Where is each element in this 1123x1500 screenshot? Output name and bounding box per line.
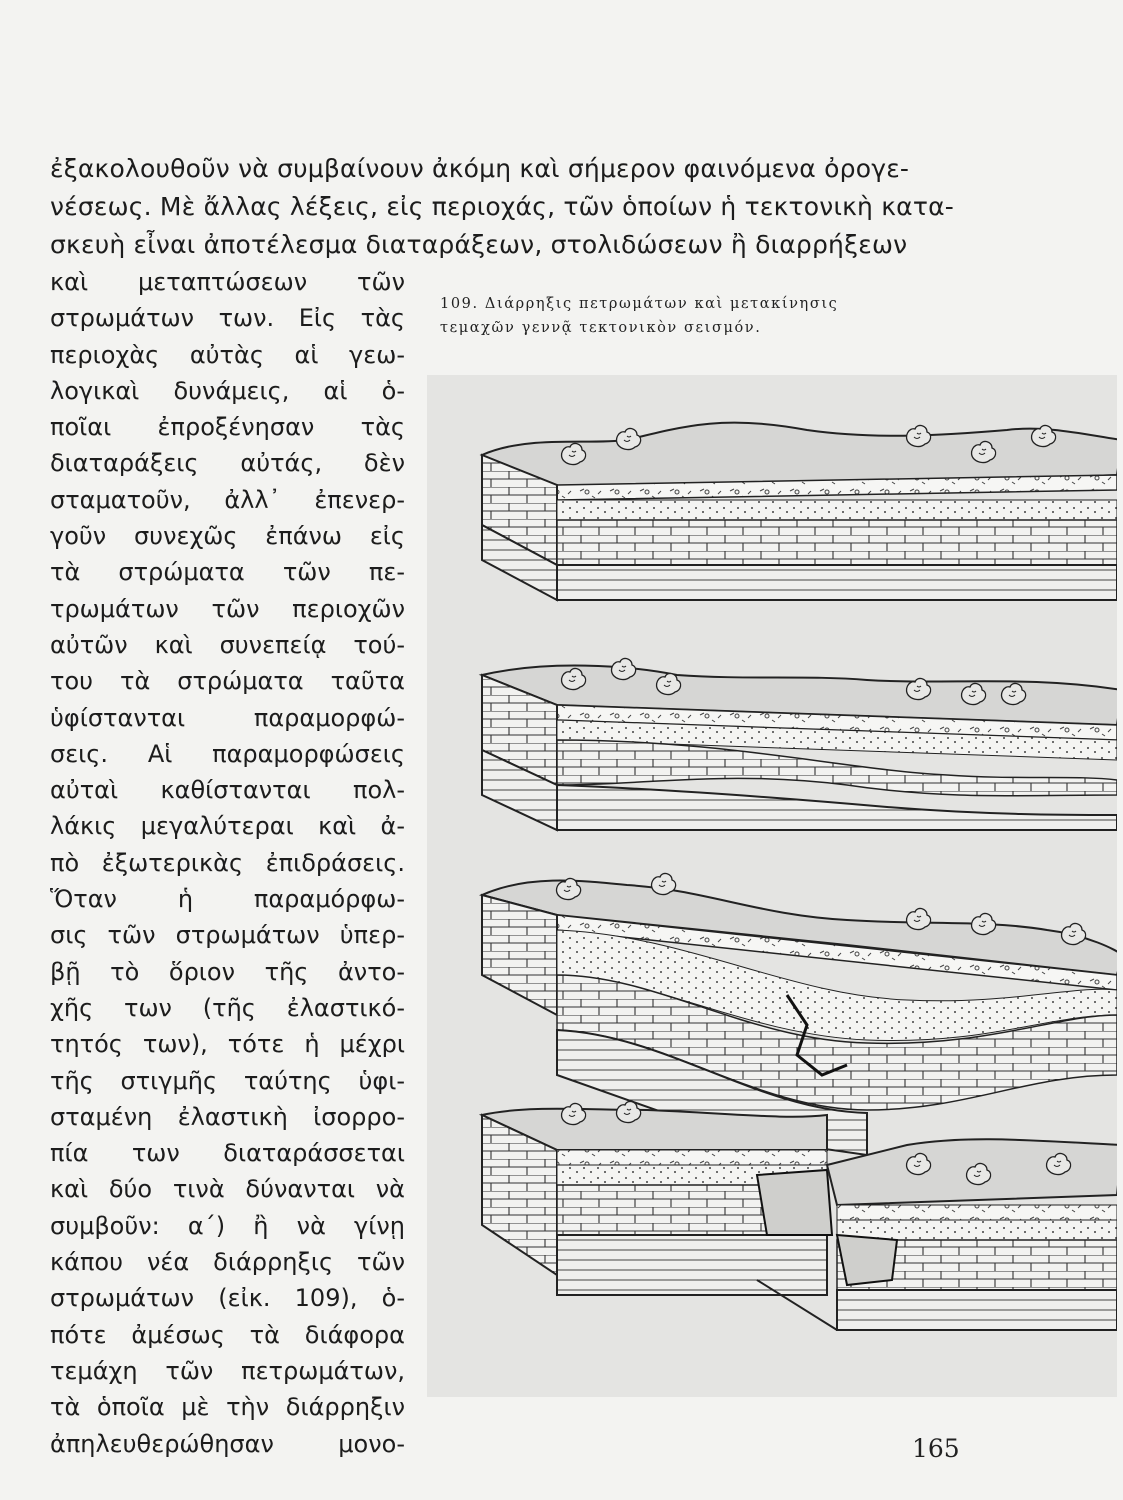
caption-line: 109. Διάρρηξις πετρωμάτων καὶ μετακίνησις	[440, 296, 839, 312]
column-line: σεις. Αἱ παραμορφώσεις	[50, 739, 405, 768]
column-line: στρωμάτων (εἰκ. 109), ὁ-	[50, 1284, 405, 1313]
column-line: σταμένη ἐλαστικὴ ἰσορρο-	[50, 1102, 405, 1131]
column-line: τητός των), τότε ἡ μέχρι	[50, 1030, 405, 1059]
column-line: αὐταὶ καθίστανται πολ-	[50, 776, 405, 805]
column-line: καὶ δύο τινὰ δύνανται νὰ	[50, 1175, 405, 1204]
intro-paragraph	[50, 150, 954, 264]
column-line: συμβοῦν: α΄) ἢ νὰ γίνῃ	[50, 1211, 405, 1240]
text-line: ἐξακολουθοῦν νὰ συμβαίνουν ἀκόμη καὶ σήμερον φαινόμενα ὀρογε-	[50, 154, 910, 183]
column-line: στρωμάτων των. Εἰς τὰς	[50, 304, 405, 333]
column-line: κάπου νέα διάρρηξις τῶν	[50, 1248, 405, 1277]
column-line: Ὅταν ἡ παραμόρφω-	[50, 885, 405, 914]
figure-109-illustration	[427, 375, 1117, 1397]
column-line: λάκις μεγαλύτεραι καὶ ἀ-	[50, 812, 405, 841]
column-line: ἀπηλευθερώθησαν μονο-	[50, 1429, 405, 1458]
block-stage-1	[482, 423, 1117, 600]
column-line: λογικαὶ δυνάμεις, αἱ ὁ-	[50, 376, 405, 405]
column-line: πὸ ἐξωτερικὰς ἐπιδράσεις.	[50, 848, 405, 877]
column-line: του τὰ στρώματα ταῦτα	[50, 667, 405, 696]
text-line: νέσεως. Μὲ ἄλλας λέξεις, εἰς περιοχάς, τῶν ὁποίων ἡ τεκτονικὴ κατα-	[50, 192, 954, 221]
caption-line: τεμαχῶν γεννᾷ τεκτονικὸν σεισμόν.	[440, 320, 762, 336]
page-number: 165	[912, 1434, 960, 1463]
fault-block-diagrams	[427, 375, 1117, 1397]
column-line: γοῦν συνεχῶς ἐπάνω εἰς	[50, 522, 405, 551]
column-line: ποῖαι ἐπροξένησαν τὰς	[50, 413, 405, 442]
block-stage-4	[482, 1101, 1117, 1330]
column-line: τὰ στρώματα τῶν πε-	[50, 558, 405, 587]
column-line: σις τῶν στρωμάτων ὑπερ-	[50, 921, 405, 950]
column-line: χῆς των (τῆς ἐλαστικό-	[50, 993, 405, 1022]
column-line: τὰ ὁποῖα μὲ τὴν διάρρηξιν	[50, 1393, 405, 1422]
column-line: αὐτῶν καὶ συνεπείᾳ τού-	[50, 630, 405, 659]
column-line: περιοχὰς αὐτὰς αἱ γεω-	[50, 340, 405, 369]
column-line: πία των διαταράσσεται	[50, 1139, 405, 1168]
text-line: σκευὴ εἶναι ἀποτέλεσμα διαταράξεων, στολιδώσεων ἢ διαρρήξεων	[50, 230, 908, 259]
column-line: βῇ τὸ ὅριον τῆς ἀντο-	[50, 957, 405, 986]
column-line: καὶ μεταπτώσεων τῶν	[50, 268, 405, 296]
figure-caption	[440, 292, 960, 340]
body-text-column	[50, 264, 405, 1462]
block-stage-2	[482, 658, 1117, 830]
column-line: ὑφίστανται παραμορφώ-	[50, 703, 405, 732]
column-line: πότε ἀμέσως τὰ διάφορα	[50, 1320, 405, 1349]
column-line: τρωμάτων τῶν περιοχῶν	[50, 594, 405, 623]
column-line: διαταράξεις αὐτάς, δὲν	[50, 449, 405, 478]
column-line: τεμάχη τῶν πετρωμάτων,	[50, 1356, 405, 1385]
column-line: τῆς στιγμῆς ταύτης ὑφι-	[50, 1066, 405, 1095]
column-line: σταματοῦν, ἀλλ᾽ ἐπενερ-	[50, 485, 405, 514]
